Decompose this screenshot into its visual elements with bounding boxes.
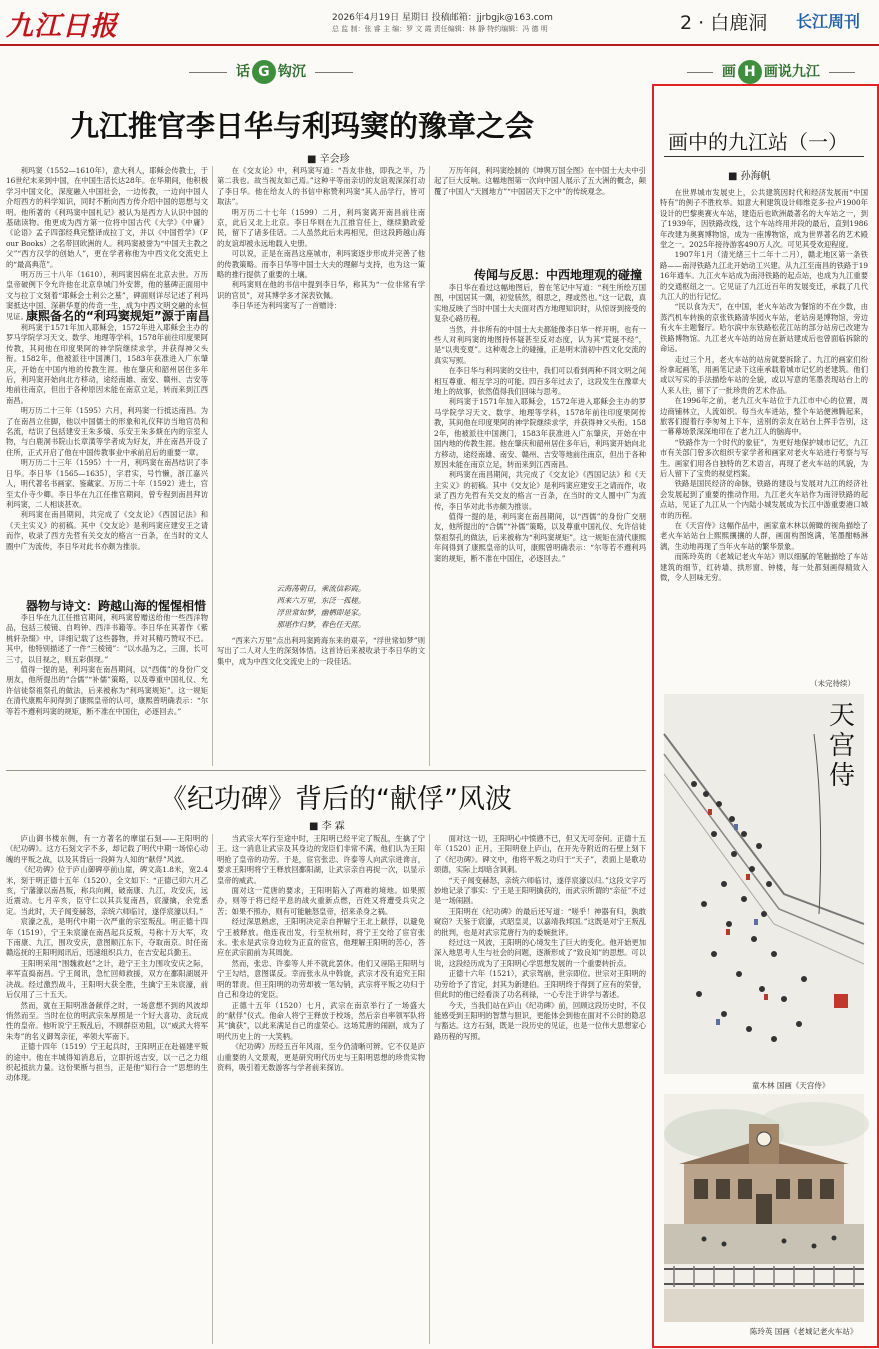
article2-author: ■ 李 霖	[309, 821, 345, 832]
article1-col2-b	[217, 636, 425, 766]
article1-paragraph: 值得一提的是，利玛窦在南昌期间，以“西儒”的身份广交朋友，他所提出的“合儒”“补儒”策略，以及尊重中国礼仪、允许信徒祭祖祭孔的做法，后来被称为“利玛窦规矩”。这一规矩在清代康熙年间得到了康熙皇帝的认可，康熙曾明确表示：“尔等若不遵利玛窦的规矩，断不准在中国住，必逐回去。”	[434, 511, 646, 563]
article1-paragraph: 利玛窦在南昌期间，共完成了《交友论》《西国记法》和《天主实义》的初稿。其中《交友论》是利玛窦应建安王之请而作，收录了西方先哲有关交友的格言一百条，在当时的文人圈中广为流传，李日华对此书亦颇为推崇。	[434, 470, 646, 511]
article2-paragraph: 然而，就在王阳明准备献俘之时，一场意想不到的风波却悄然而至。当时在位的明武宗朱厚照是一个好大喜功、贪玩成性的皇帝。他听说宁王叛乱后，不顾群臣劝阻，以“威武大将军朱寿”的名义御驾亲征，率领大军南下。	[6, 1000, 208, 1041]
painting-tiangongshi	[664, 694, 864, 1074]
article1-paragraph: 万历年间，利玛窦绘制的《坤舆万国全图》在中国士大夫中引起了巨大反响。这幅地图第一次向中国人展示了五大洲的概念，颠覆了中国人“天圆地方”“中国居天下之中”的传统观念。	[434, 166, 646, 196]
article1-paragraph: 当然，并非所有的中国士大夫都能像李日华一样开明。也有一些人对利玛窦的地图持怀疑甚至反对态度，认为其“荒诞不经”，是“以夷变夏”。这种观念上的碰撞，正是明末清初中西文化交流的真实写照。	[434, 324, 646, 365]
article2-paragraph: 王阳明在《纪功碑》的最后还写道：“嗟乎！神器有归，孰敢窥窃？天鉴于宸濠，式昭皇灵，以嘉靖我邦国。”这既是对宁王叛乱的批判，也是对武宗荒唐行为的委婉批评。	[434, 906, 646, 937]
article2-paragraph: 然而，张忠、许泰等人并不就此罢休。他们又诬陷王阳明与宁王勾结，意图谋反。幸而张永从中斡旋，武宗才没有追究王阳明的罪责。但王阳明的功劳却被一笔勾销，武宗将平叛之功归于自己和身边的宠臣。	[217, 958, 425, 1000]
painting-old-station-art	[664, 1094, 864, 1322]
section-divider	[6, 770, 646, 771]
article2-col3	[434, 834, 646, 1344]
article1-author: ■ 辛会珍	[307, 154, 350, 165]
article3-paragraph: 1907年1月（清光绪三十二年十二月），赣北地区第一条铁路——南浔铁路九江北开始动工兴建。从九江至南昌的铁路于1916年通车。九江火车站成为南浔铁路的起点站，也成为九江重要的交通枢纽之一。它见证了九江近百年的发展变迁，承载了几代九江人的出行记忆。	[660, 250, 868, 302]
article2-paragraph: 经过深思熟虑，王阳明决定亲自押解宁王北上献俘，以避免宁王被释放。他连夜出发，行至杭州时，将宁王交给了宦官张永。张永是武宗身边较为正直的宦官，他理解王阳明的苦心，答应在武宗面前为其周旋。	[217, 917, 425, 958]
article3-paragraph: 在1996年之前，老九江火车站位于九江市中心的位置，周边商铺林立，人流如织。每当火车进站，整个车站便沸腾起来，旅客们提着行李匆匆上下车，送别的亲友在站台上挥手告别，这一幕幕场景深深地印在了老九江人的脑海中。	[660, 396, 868, 437]
badge-rule	[189, 72, 227, 73]
article1-paragraph: 明万历二十七年（1599）二月，利玛窦离开南昌前往南京，此后又北上北京。李日华则在九江推官任上，继续勤政爱民，留下了诸多佳话。二人虽然此后未再相见，但这段跨越山海的友谊却被永远地载入史册。	[217, 207, 425, 248]
painting-caption-1: 童木林 国画《天宫侍》	[752, 1081, 830, 1090]
page-number: 2 · 白鹿洞	[680, 12, 768, 34]
article2-paragraph: 当武宗大军行至途中时，王阳明已经平定了叛乱，生擒了宁王。这一消息让武宗及其身边的宠臣们非常不满，他们认为王阳明抢了皇帝的功劳。于是，宦官张忠、许泰等人向武宗进谗言，要求王阳明将宁王释放回鄱阳湖，让武宗亲自再捉一次，以显示皇帝的威武。	[217, 834, 425, 885]
badge-rule	[315, 72, 353, 73]
badge-prefix: 画	[721, 64, 736, 80]
article1-paragraph: 值得一提的是，利玛窦在南昌期间，以“西儒”的身份广交朋友，他所提出的“合儒”“补儒”策略，以及尊重中国礼仪、允许信徒祭祖祭孔的做法，后来被称为“利玛窦规矩”。这一规矩在清代康熙年间得到了康熙皇帝的认可，康熙曾明确表示：“尔等若不遵利玛窦的规矩，断不准在中国住，必逐回去。”	[6, 665, 208, 716]
column-divider	[212, 166, 213, 766]
article2-paragraph: 面对这一荒唐的要求，王阳明陷入了两难的境地。如果照办，则等于将已经平息的战火重新点燃，百姓又将遭受兵灾之苦；如果不照办，则有可能触怒皇帝，招来杀身之祸。	[217, 886, 425, 916]
article3-paragraph: 而陈玲英的《老城记老火车站》则以细腻的笔触描绘了车站建筑的细节，红砖墙、拱形窗、钟楼，每一处都刻画得精致入微，令人回味无穷。	[660, 552, 868, 583]
article2-paragraph: 宸濠之乱，是明代中期一次严重的宗室叛乱。明正德十四年（1519），宁王朱宸濠在南昌起兵反叛，号称十万大军，攻下南康、九江，围攻安庆，意图顺江东下，夺取南京。时任南赣巡抚的王阳明闻讯后，迅速组织兵力，在吉安起兵勤王。	[6, 917, 208, 958]
article1-col3-a	[434, 166, 646, 262]
article2-paragraph: 正德十五年（1520）七月，武宗在南京举行了一场盛大的“献俘”仪式。他命人将宁王释放于校场，然后亲自率领军队将其“擒获”，以此来满足自己的虚荣心。这场荒唐的闹剧，成为了明代历史上的一大笑柄。	[217, 1000, 425, 1041]
article2-paragraph: 《纪功碑》位于庐山御碑亭前山崖，碑文高1.8米，宽2.4米，刻于明正德十五年（1520），全文如下：“正德己卯六月乙亥，宁藩濠以南昌叛，称兵向阙，破南康、九江，攻安庆，远近震动。七月辛亥，臣守仁以其兵复南昌，宸濠擒，余党悉定。当此时，天子闻变赫怒，亲统六师临讨，遂俘宸濠以归。”	[6, 865, 208, 916]
article2-paragraph: 面对这一切，王阳明心中愤懑不已，但又无可奈何。正德十五年（1520）正月，王阳明登上庐山，在开先寺附近的石壁上刻下了《纪功碑》。碑文中，他将平叛之功归于“天子”，表面上是歌功颂德，实际上却暗含讽刺。	[434, 834, 646, 875]
article1-paragraph: 利玛窦则在他的书信中提到李日华，称其为“一位非常有学识的官员”，对其博学多才深表钦佩。	[217, 280, 425, 300]
badge-prefix: 话	[235, 64, 250, 80]
article3-paragraph: “铁路作为一个时代的象征”，为更好地保护城市记忆，九江市有关部门曾多次组织专家学者和画家对老火车站进行考察与写生。画家们用各自独特的艺术语言，再现了老火车站的风貌，为后人留下了宝贵的视觉档案。	[660, 437, 868, 478]
poem-line: 云海荡朝日，乘流信彩霞。	[276, 584, 366, 593]
newspaper-logo: 九江日报	[6, 11, 118, 42]
article1-paragraph: “西来六万里”点出利玛窦跨海东来的艰辛，“浮世常如梦”则写出了二人对人生的深刻体悟。这首诗后来被收录于李日华的文集中，成为中西文化交流史上的一段佳话。	[217, 636, 425, 666]
svg-text:天宫侍: 天宫侍	[828, 701, 856, 791]
article2-col1	[6, 834, 208, 1344]
article2-paragraph: 正德十六年（1521），武宗驾崩，世宗即位。世宗对王阳明的功劳给予了肯定，封其为新建伯。王阳明终于得到了应有的荣誉，但此时的他已经看淡了功名利禄，一心专注于讲学与著述。	[434, 969, 646, 1000]
badge-rule	[687, 72, 713, 73]
painting-caption-2: 陈玲英 国画《老城记老火车站》	[750, 1327, 858, 1336]
painting-old-station	[664, 1094, 864, 1322]
article1-paragraph: 李日华在九江任推官期间，利玛窦曾赠送给他一些西洋物品，包括三棱镜、自鸣钟、西洋书籍等。李日华在其著作《紫桃轩杂缀》中，详细记载了这些器物，并对其精巧赞叹不已。其中，他特别描述了一件“三棱镜”：“以水晶为之，三面，长可三寸，以目视之，则五彩俱现。”	[6, 613, 208, 664]
article1-paragraph: 利玛窦（1552—1610年），意大利人，耶稣会传教士，于16世纪末来到中国，在中国生活长达28年。在华期间，他积极学习中国文化，深度融入中国社会，一边传教，一边向中国人介绍西方的科学知识，同时不断向西方传介绍中国的思想与文明。他所著的《利玛窦中国札记》被认为是西方人认识中国的基础读物。他更成为西方第一位将中国古代《大学》《中庸》《论语》孟子四部经典完整译成拉丁文，并以《中国哲学》（Four Books）之名带回欧洲的人。利玛窦被誉为“中国天主教之父”“西方汉学的创始人”，更在学者称他为中西文化交流史上的“最高典范”。	[6, 166, 208, 269]
poem-line: 西来六万里，东泛一孤槎。	[276, 596, 366, 605]
article3-author: ■ 孙海帆	[728, 171, 771, 182]
article1-poem	[217, 583, 425, 631]
badge-letter-icon: G	[252, 60, 276, 84]
article3-paragraph: 铁路是国民经济的命脉，铁路的建设与发展对九江的经济社会发展起到了重要的推动作用。九江老火车站作为南浔铁路的起点站，见证了九江从一个内陆小城发展成为长江中游重要港口城市的历程。	[660, 479, 868, 520]
article1-subhead-3: 传闻与反思：中西地理观的碰撞	[474, 268, 643, 282]
date-line: 2026年4月19日 星期日 投稿邮箱：jjrbgjk@163.com	[332, 13, 553, 23]
article3-text	[660, 188, 868, 678]
column-divider	[429, 166, 430, 766]
poem-line: 浮世常如梦，幽栖即是家。	[276, 608, 366, 617]
article3-paragraph: “民以食为天”，在中国，老火车站改为餐馆的不在少数，由蒸汽机车转换的京张铁路清华园火车站，老站房是博物馆，旁边有火车主题餐厅。哈尔滨中东铁路松花江站的部分站房已改建为铁路博物馆。九江老火车站的站房在新站建成后也曾面临拆除的命运。	[660, 302, 868, 354]
article1-paragraph: 利玛窦在南昌期间，共完成了《交友论》《西国记法》和《天主实义》的初稿。其中《交友论》是利玛窦应建安王之请而作，收录了西方先哲有关交友的格言一百条，在当时的文人圈中广为流传，李日华对此书亦颇为推崇。	[6, 510, 208, 551]
badge-rule	[829, 72, 855, 73]
article3-paragraph: 走过三个月，老火车站的站房就要拆除了。九江的画家们纷纷拿起画笔，用画笔记录下这座承载着城市记忆的老建筑。他们或以写实的手法描绘车站的全貌，或以写意的笔墨表现站台上的人来人往，留下了一批珍贵的艺术作品。	[660, 354, 868, 395]
article2-paragraph: 庐山御书楼东侧，有一方著名的摩崖石刻——王阳明的《纪功碑》。这方石刻文字不多，却记载了明代中期一场惊心动魄的平叛之战，以及其背后一段鲜为人知的“献俘”风波。	[6, 834, 208, 864]
title-underline	[664, 156, 864, 157]
article3-sign: （未完待续）	[810, 679, 855, 688]
article1-paragraph: 在李日华与利玛窦的交往中，我们可以看到两种不同文明之间相互尊重、相互学习的可能。四百多年过去了，这段发生在豫章大地上的故事，依然值得我们回味与思考。	[434, 366, 646, 397]
article1-subhead-2: 器物与诗文：跨越山海的惺惺相惜	[26, 599, 207, 613]
section-badge-right	[683, 60, 859, 84]
painting-tiangongshi-art	[664, 694, 864, 1074]
article1-paragraph: 可以说，正是在南昌这座城市，利玛窦逐步形成并完善了他的传教策略。而李日华等中国士大夫的理解与支持，也为这一策略的推行提供了重要的土壤。	[217, 249, 425, 280]
article1-col1-b	[6, 323, 208, 593]
article1-paragraph: 李日华还为利玛窦写了一首赠诗：	[231, 301, 342, 311]
article1-paragraph: 李日华在看过这幅地图后，曾在笔记中写道：“利生所绘万国图，中国居其一隅，初觉骇然，细思之，理或然也。”这一记载，真实地反映了当时中国士大夫面对西方地理知识时，从惊讶到接受的复杂心路历程。	[434, 283, 646, 324]
article1-paragraph: 明万历二十三年（1595）六月，利玛窦一行抵达南昌。为了在南昌立住脚，他以中国儒士的形象和礼仪拜访当地官员和名流，结识了包括建安王朱多熵、乐安王朱多焿在内的宗室人物，与白鹿洞书院山长章潢等学者成为好友，并在南昌开设了住所，正式开启了他在中国传教事业中承前启后的重要一章。	[6, 406, 208, 457]
article1-subhead-1: 康熙备名的“利玛窦规矩”源于南昌	[26, 309, 210, 323]
article3-paragraph: 在《天宫侍》这幅作品中，画家童木林以俯瞰的视角描绘了老火车站站台上熙熙攘攘的人群，画面构图饱满，笔墨酣畅淋漓，生动地再现了当年火车站的繁华景象。	[660, 521, 868, 551]
article3-paragraph: 在世界城市发展史上，公共建筑因时代和经济发展而“中国特有”的例子不胜枚举。如意大利建筑设计师维克多·拉卢1900年设计的巴黎奥赛火车站，建造后也欧洲最著名的大车站之一，到了1939年，因铁路改线，这个车站终用并段的最后，直到1986年改建为奥赛博物馆，成为一座博物馆，成为世界著名的艺术殿堂之一。2025年接待游客490万人次。可见其受欢迎程度。	[660, 188, 868, 250]
article1-paragraph: 明万历三十八年（1610），利玛窦因病在北京去世。万历皇帝破例下令允许他在北京阜城门外安葬，他的墓碑正面用中文与拉丁文刻着“耶稣会士利公之墓”，碑面则详尽记述了利玛窦抵达中国、深耕华夏的传奇一生，成为中西文明交融的永恒见证。	[6, 270, 208, 321]
article1-col3-b	[434, 283, 646, 766]
column-divider	[212, 834, 213, 1344]
column-divider	[429, 834, 430, 1344]
article1-paragraph: 明万历二十三年（1595）十一月，利玛窦在南昌结识了李日华。李日华（1565—1635），字君实，号竹懒，浙江嘉兴人，明代著名书画家、鉴藏家。万历二十年（1592）进士，官至太仆寺少卿。李日华在九江任推官期间，曾专程到南昌拜访利玛窦，二人相谈甚欢。	[6, 458, 208, 509]
staff-line: 总 监 制：张 睿 主 编：罗 文 霞 责任编辑：林 静 特约编辑：冯 德 明	[332, 25, 548, 33]
article2-paragraph: 经过这一风波，王阳明的心境发生了巨大的变化。他开始更加深入地思考人生与社会的问题，逐渐形成了“致良知”的思想。可以说，这段经历成为了王阳明心学思想发展的一个重要转折点。	[434, 938, 646, 968]
article1-title: 九江推官李日华与利玛窦的豫章之会	[70, 109, 535, 143]
badge-name: 画说九江	[763, 64, 820, 80]
article2-paragraph: 正德十四年（1519）宁王起兵时，王阳明正在赴福建平叛的途中。他在丰城得知消息后，立即折返吉安，以一己之力组织起抵抗力量。这份果断与担当，正是他“知行合一”思想的生动体现。	[6, 1042, 208, 1083]
article1-col1-c	[6, 613, 208, 765]
article1-col2-a	[217, 166, 425, 578]
article1-paragraph: 利玛窦于1571年加入耶稣会，1572年进入耶稣会主办的罗马学院学习天文、数学、地理等学科，1578年前往印度果阿传教，其间他在印度果阿的神学院继续求学，并获得神父头衔。1582年，他被派往中国澳门，1583年获准进入广东肇庆，开始在中国内地的传教生涯。他在肇庆和韶州居住多年后，利玛窦开始向北方移动，途经南雄、南安、赣州、吉安等地前往南京，但出于各种原因未能在南京立足，转而来到江西南昌。	[6, 323, 208, 405]
article2-col2	[217, 834, 425, 1344]
article2-title: 《纪功碑》背后的“献俘”风波	[160, 784, 512, 815]
article1-paragraph: 在《交友论》中，利玛窦写道：“吾友非他，即我之半，乃第二我也。故当视友如己焉。”这种平等而亲切的友谊观深深打动了李日华。他在给友人的书信中称赞利玛窦“其人品学行，皆可取法”。	[217, 166, 425, 207]
badge-name: 钩沉	[277, 64, 306, 80]
article2-paragraph: 《纪功碑》历经五百年风雨，至今仍清晰可辨。它不仅是庐山重要的人文景观，更是研究明代历史与王阳明思想的珍贵实物资料，吸引着无数游客与学者前来探访。	[217, 1042, 425, 1072]
article3-title: 画中的九江站（一）	[668, 130, 848, 154]
article2-paragraph: 王阳明采用“围魏救赵”之计，趁宁王主力围攻安庆之际，率军直捣南昌。宁王闻讯，急忙回师救援，双方在鄱阳湖展开决战。经过激烈战斗，王阳明大获全胜，生擒宁王朱宸濠，前后仅用了三十五天。	[6, 958, 208, 1000]
badge-letter-icon: H	[738, 60, 762, 84]
edition-name: 长江周刊	[796, 12, 861, 31]
article2-paragraph: 今天，当我们站在庐山《纪功碑》前，回顾这段历史时，不仅能感受到王阳明的智慧与胆识，更能体会到他在面对不公时的隐忍与豁达。这方石刻，既是一段历史的见证，也是一位伟大思想家心路历程的写照。	[434, 1000, 646, 1041]
article2-paragraph: “天子闻变赫怒，亲统六师临讨，遂俘宸濠以归。”这段文字巧妙地记录了事实：宁王是王阳明擒获的，而武宗所谓的“亲征”不过是一场闹剧。	[434, 875, 646, 906]
poem-line: 那堪作归梦，春色任天涯。	[276, 620, 366, 629]
article1-paragraph: 利玛窦于1571年加入耶稣会，1572年进入耶稣会主办的罗马学院学习天文、数学、地理等学科，1578年前往印度果阿传教，其间他在印度果阿的神学院继续求学，并获得神父头衔。1582年，他被派往中国澳门，1583年获准进入广东肇庆，开始在中国内地的传教生涯。他在肇庆和韶州居住多年后，利玛窦开始向北方移动，途经南雄、南安、赣州、吉安等地前往南京，但出于各种原因未能在南京立足，转而来到江西南昌。	[434, 397, 646, 469]
section-badge-left	[185, 60, 357, 84]
